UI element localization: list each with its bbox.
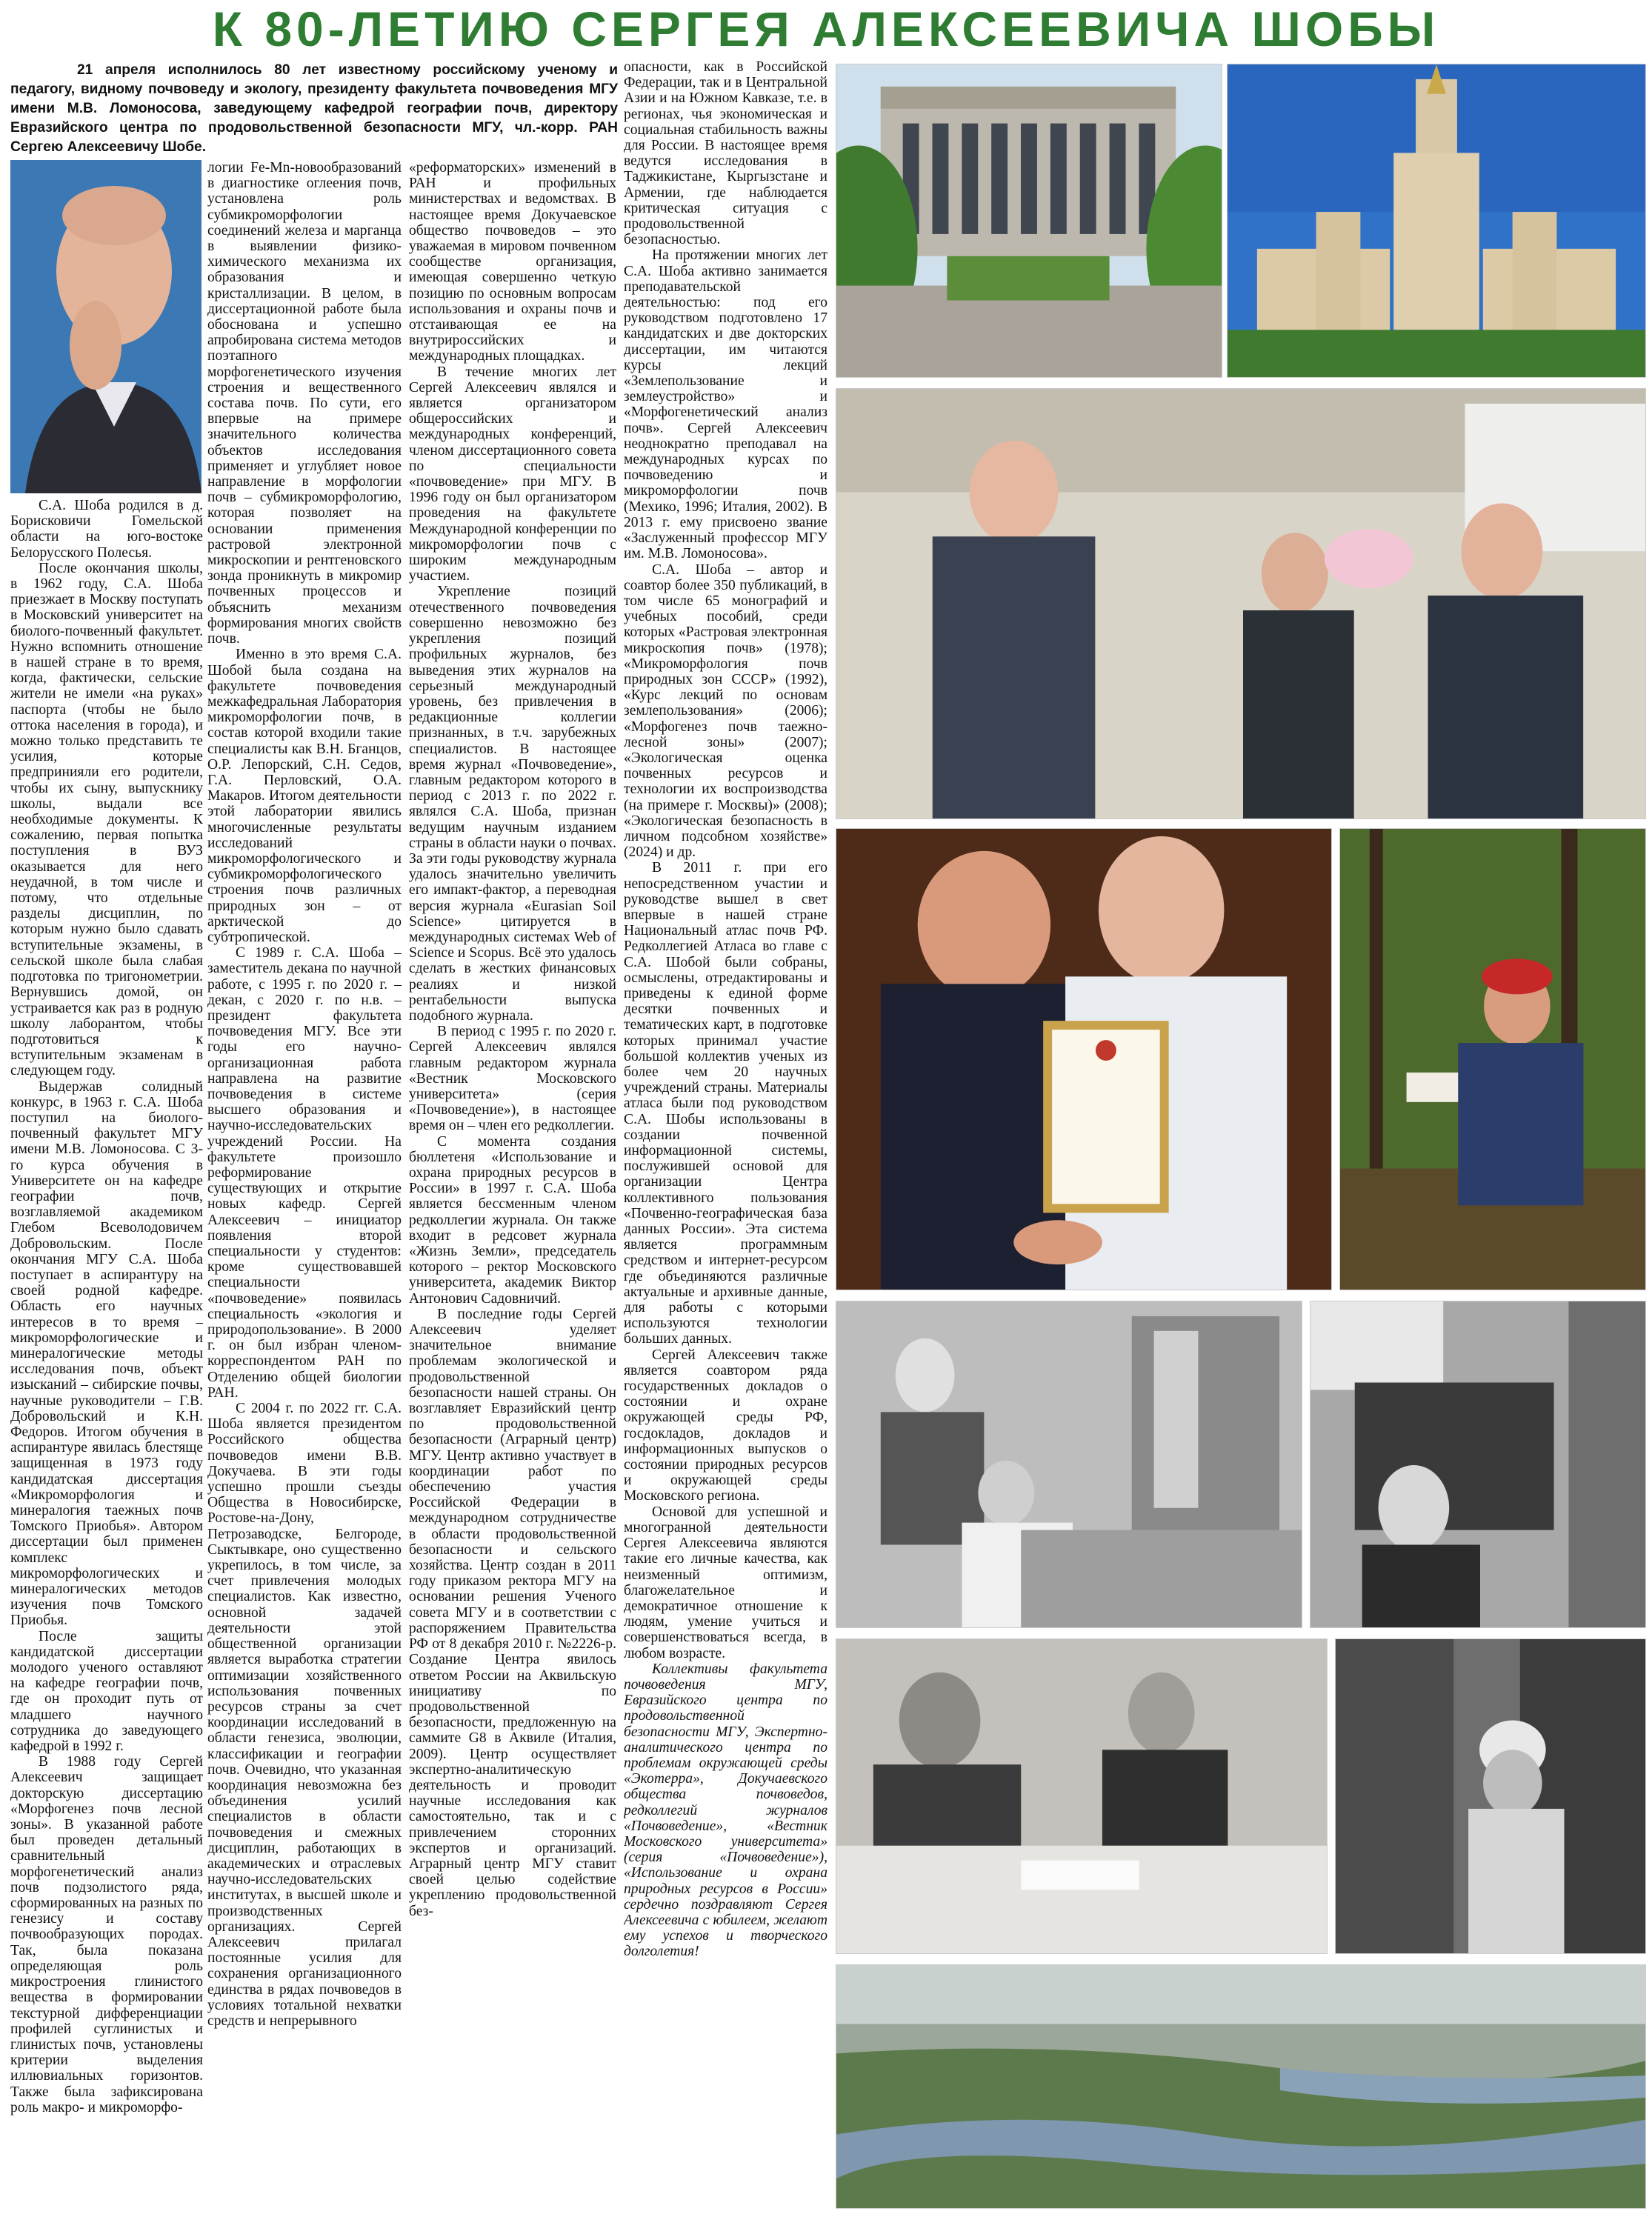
paragraph: С.А. Шоба родился в д. Борисковичи Гомельской области на юго-востоке Белорусского Полесья.: [10, 498, 203, 561]
building-illustration: [836, 64, 1222, 377]
paragraph: Выдержав солидный конкурс, в 1963 г. С.А. Шоба поступил на биолого-почвенный факультет МГУ имени М.В. Ломоносова. С 3-го курса обучения в Университете он на кафедре географии почв, возглавляемой академиком Глебом Всеволодовичем Добровольским. После окончания МГУ С.А. Шоба поступает в аспирантуру на своей родной кафедре. Область его научных интересов в то время – микроморфологические и минералогические методы исследования почв, объект изысканий – сибирские почвы, научные руководители – Г.В. Добровольский и К.Н. Федоров. Итогом обучения в аспирантуре явилась блестяще защищенная в 1973 году кандидатская диссертация «Микроморфология и минералогия таежных почв Томского Приобья». Автором диссертации был применен комплекс микроморфологических и минералогических методов изучения почв Томского Приобья.: [10, 1078, 203, 1629]
soil-pit-illustration: [1336, 1639, 1645, 1953]
msu-building-illustration: [1228, 64, 1645, 377]
photo-msu-main-building: [1227, 64, 1646, 378]
article-column-4: [624, 59, 827, 2211]
lab-illustration: [836, 1301, 1302, 1627]
photo-field-notes: [1339, 828, 1646, 1290]
paragraph: Основой для успешной и многогранной деятельности Сергея Алексеевича являются такие его личные качества, как неизменный оптимизм, благожелательное и демократичное отношение к людям, умение учиться и совершенствоваться всегда, в любом возрасте.: [624, 1504, 827, 1661]
paragraph: В 1988 году Сергей Алексеевич защищает докторскую диссертацию «Морфогенез почв лесной зоны». В указанной работе был проведен детальный сравнительный морфогенетический анализ почв подзолистого ряда, сформированных на разных по генезису и составу почвообразующих породах. Так, была показана определяющая роль микростроения глинистого вещества в формировании текстурной дифференциации профилей суглинистых и глинистых почв, установлены критерии выделения иллювиальных горизонтов. Также была зафиксирована роль макро- и микроморфо-: [10, 1754, 203, 2115]
lead-paragraph: 21 апреля исполнилось 80 лет известному российскому ученому и педагогу, видному почвоведу и экологу, президенту факультета почвоведения МГУ имени М.В. Ломоносова, заведующему кафедрой географии почв, директору Евразийского центра по продовольственной безопасности МГУ, чл.-корр. РАН Сергею Алексеевичу Шобе.: [10, 62, 618, 155]
paragraph: В период с 1995 г. по 2020 г. Сергей Алексеевич являлся главным редактором журнала «Вестник Московского университета» (серия «Почвоведение»), в настоящее время он – член его редколлегии.: [409, 1024, 616, 1134]
forest-illustration: [1340, 829, 1645, 1290]
paragraph: В 2011 г. при его непосредственном участии и руководстве вышел в свет впервые в нашей стране Национальный атлас почв РФ. Редколлегией Атласа во главе с С.А. Шобой были собраны, осмыслены, отредактированы и приведены к единой форме десятки почвенных и тематических карт, в подготовке которых принимал участие большой коллектив ученых из более чем 20 научных учреждений страны. Материалы атласа были под руководством С.А. Шобы использованы в создании почвенной информационной системы, послужившей основой для организации Центра коллективного пользования «Почвенно-географическая база данных России». Эта система является программным средством и интернет-ресурсом где объединяются различные актуальные и архивные данные, для работы с которыми используются технологии больших данных.: [624, 860, 827, 1347]
photo-three-men: [836, 388, 1646, 819]
photo-award-handshake: [836, 828, 1332, 1290]
paragraph: опасности, как в Российской Федерации, так и в Центральной Азии и на Южном Кавказе, т.е. в регионах, чья экономическая и социальная стабильность важны для России. В настоящее время ведутся исследования в Таджикистане, Кыргызстане и Армении, где наблюдается критическая ситуация с продовольственной безопасностью.: [624, 59, 827, 248]
article-column-1: [10, 160, 203, 2212]
meeting-illustration: [836, 1639, 1327, 1953]
photo-meeting-archive: [836, 1638, 1328, 1954]
paragraph: С 1989 г. С.А. Шоба – заместитель декана по научной работе, с 1995 г. по 2020 г. – декан, с 2020 г. по н.в. – президент факультета почвоведения МГУ. Все эти годы его научно-организационная работа направлена на развитие почвоведения в системе высшего образования и научно-исследовательских учреждений России. На факультете произошло реформирование существующих и открытие новых кафедр. Сергей Алексеевич – инициатор появления второй специальности у студентов: кроме существовавшей специальности «почвоведение» появилась специальность «экология и природопользование». В 2000 г. он был избран членом-корреспондентом РАН по Отделению общей биологии РАН.: [207, 945, 402, 1401]
photo-soil-pit-archive: [1335, 1638, 1646, 1954]
photo-laboratory-archive: [836, 1301, 1302, 1628]
paragraph: С 2004 г. по 2022 гг. С.А. Шоба является президентом Российского общества почвоведов имени В.В. Докучаева. В эти годы успешно прошли съезды Общества в Новосибирске, Ростове-на-Дону, Петрозаводске, Белгороде, Сыктывкаре, оно существенно укрепилось, в том числе, за счет привлечения молодых специалистов. Как известно, основной задачей деятельности этой общественной организации является выработка стратегии оптимизации хозяйственного использования почвенных ресурсов страны за счет координации исследований в области генезиса, эволюции, классификации и географии почв. Очевидно, что указанная координация невозможна без объединения усилий специалистов в области почвоведения и смежных дисциплин, работающих в академических и отраслевых научно-исследовательских институтах, в высшей школе и производственных организациях. Сергей Алексеевич прилагал постоянные усилия для сохранения организационного единства в рядах почвоведов в условиях тотальной нехватки средств и непрерывного: [207, 1401, 402, 2029]
paragraph: После окончания школы, в 1962 году, С.А. Шоба приезжает в Москву поступать в Московский университет на биолого-почвенный факультет. Нужно вспомнить отношение в нашей стране в то время, когда, фактически, сельские жители не имели «на руках» паспорта (чтобы не было оттока населения в города), и можно только представить те усилия, которые предпринияли его родители, чтобы их сыну, выпускнику школы, выдали все необходимые документы. К сожалению, первая попытка поступления в ВУЗ оказывается для него неудачной, в том числе и потому, что отдельные разделы дисциплин, по которым нужно было сдавать вступительные экзамены, в сельской школе была слабая подготовка по тригонометрии. Вернувшись домой, он устраивается как раз в родную школу лаборантом, чтобы подготовиться к вступительным экзаменам в следующем году.: [10, 560, 203, 1079]
paragraph: На протяжении многих лет С.А. Шоба активно занимается преподавательской деятельностью: под его руководством подготовлено 17 кандидатских и две докторских диссертации, им читаются курсы лекций «Землепользование и землеустройство» и «Морфогенетический анализ почв». Сергей Алексеевич неоднократно преподавал на международных курсах по почвоведению и микроморфологии почв (Мехико, 1996; Италия, 2002). В 2013 г. ему присвоено звание «Заслуженный профессор МГУ им. М.В. Ломоносова».: [624, 247, 827, 562]
paragraph: С момента создания бюллетеня «Использование и охрана природных ресурсов в России» в 1997 г. С.А. Шоба является бессменным членом редколлегии журнала. Он также входит в редсовет журнала «Жизнь Земли», председатель которого – ректор Московского университета, академик Виктор Антонович Садовничий.: [409, 1133, 616, 1307]
three-men-illustration: [836, 389, 1645, 818]
article-column-3: [409, 160, 616, 2212]
photo-river-landscape: [836, 1964, 1646, 2209]
paragraph: Укрепление позиций отечественного почвоведения совершенно невозможно без укрепления позиций профильных журналов, без выведения этих журналов на серьезный международный уровень, без привлечения в редакционные коллегии признанных, в т.ч. зарубежных специалистов. В настоящее время журнал «Почвоведение», главным редактором которого в период с 2013 г. по 2022 г. являлся С.А. Шоба, признан ведущим научным изданием страны в области науки о почвах. За эти годы руководству журнала удалось значительно увеличить его импакт-фактор, а переводная версия журнала «Eurasian Soil Science» цитируется в международных системах Web of Science и Scopus. Всё это удалось сделать в жестких финансовых реалиях и низкой рентабельности выпуска подобного журнала.: [409, 584, 616, 1024]
paragraph: После защиты кандидатской диссертации молодого ученого оставляют на кафедре географии почв, где он проходит путь от младшего научного сотрудника до заведующего кафедрой в 1992 г.: [10, 1628, 203, 1755]
paragraph: С.А. Шоба – автор и соавтор более 350 публикаций, в том числе 65 монографий и учебных пособий, среди которых «Растровая электронная микроскопия почв» (1978); «Микроморфология почв природных зон СССР» (1992), «Курс лекций по основам землепользования» (2006); «Морфогенез почв таежно-лесной зоны» (2007); «Экологическая оценка почвенных ресурсов и технологии их воспроизводства (на примере г. Москвы)» (2008); «Экологическая безопасность в личном подсобном хозяйстве» (2024) и др.: [624, 561, 827, 861]
portrait-photo: [10, 160, 201, 493]
photo-man-in-glasses-archive: [1310, 1301, 1646, 1628]
river-illustration: [836, 1965, 1645, 2208]
photo-faculty-building: [836, 64, 1222, 378]
paragraph: Сергей Алексеевич также является соавтором ряда государственных докладов о состоянии и охране окружающей среды РФ, госдокладов, докладов и информационных выпусков о состоянии природных ресурсов и окружающей среды Московского региона.: [624, 1347, 827, 1504]
paragraph: В последние годы Сергей Алексеевич уделяет значительное внимание проблемам экологической и продовольственной безопасности нашей страны. Он возглавляет Евразийский центр по продовольственной безопасности (Аграрный центр) МГУ. Центр активно участвует в координации работ по обеспечению участия Российской Федерации в международном сотрудничестве в области продовольственной безопасности и сельского хозяйства. Центр создан в 2011 году приказом ректора МГУ на основании решения Ученого совета МГУ и в соответствии с распоряжением Правительства РФ от 8 декабря 2010 г. №2226-р. Создание Центра явилось ответом России на Аквильскую инициативу по продовольственной безопасности, предложенную на саммите G8 в Аквиле (Италия, 2009). Центр осуществляет экспертно-аналитическую деятельность и проводит научные исследования как самостоятельно, так и с привлечением сторонних экспертов и организаций. Аграрный центр МГУ ставит своей целью содействие укреплению продовольственной без-: [409, 1306, 616, 1919]
archive-man-illustration: [1310, 1301, 1645, 1627]
closing-greeting: Коллективы факультета почвоведения МГУ, Евразийского центра по продовольственной безопасности МГУ, Экспертно-аналитического центра по проблемам окружающей среды «Экотерра», Докучаевского общества почвоведов, редколлегий журналов «Почвоведение», «Вестник Московского университета» (серия «Почвоведение»), «Использование и охрана природных ресурсов в России» сердечно поздравляют Сергея Алексеевича с юбилеем, желают ему успехов и творческого долголетия!: [624, 1661, 827, 1960]
article-column-2: [207, 160, 402, 2212]
paragraph: В течение многих лет Сергей Алексеевич являлся и является организатором общероссийских и международных конференций, членом диссертационного совета по специальности «почвоведение» при МГУ. В 1996 году он был организатором проведения на факультете Международной конференции по микроморфологии почв с широким международным участием.: [409, 364, 616, 584]
paragraph: логии Fe-Mn-новообразований в диагностике оглеения почв, установлена роль субмикроморфологии соединений железа и марганца в выявлении физико-химического механизма их образования и кристаллизации. В целом, в диссертационной работе была обоснована и успешно апробирована система методов поэтапного морфогенетического изучения строения и вещественного состава почв. По сути, его впервые на примере значительного количества объектов исследования применяет и углубляет новое направление в морфологии почв – субмикроморфологию, которая позволяет на основании применения растровой электронной микроскопии и рентгеновского зонда проникнуть в микромир почвенных процессов и объяснить механизм формирования многих свойств почв.: [207, 160, 402, 647]
paragraph: Именно в это время С.А. Шобой была создана на факультете почвоведения межкафедральная Лаборатория микроморфологии почв, в состав которой входили такие специалисты как В.Н. Бганцов, О.Р. Лепорский, С.Н. Седов, Г.А. Перловский, О.А. Макаров. Итогом деятельности этой лаборатории явились многочисленные результаты исследований микроморфологического и субмикроморфологического строения почв различных природных зон – от арктической до субтропической.: [207, 647, 402, 945]
award-illustration: [836, 829, 1331, 1290]
portrait-illustration: [10, 160, 201, 493]
page-headline: К 80-ЛЕТИЮ СЕРГЕЯ АЛЕКСЕЕВИЧА ШОБЫ: [212, 1, 1440, 56]
paragraph: «реформаторских» изменений в РАН и профильных министерствах и ведомствах. В настоящее время Докучаевское общество почвоведов – это уважаемая в мировом почвенном сообществе организация, имеющая совершенно четкую позицию по основным вопросам использования и охраны почв и отстаивающая ее на внутрироссийских и международных площадках.: [409, 160, 616, 364]
